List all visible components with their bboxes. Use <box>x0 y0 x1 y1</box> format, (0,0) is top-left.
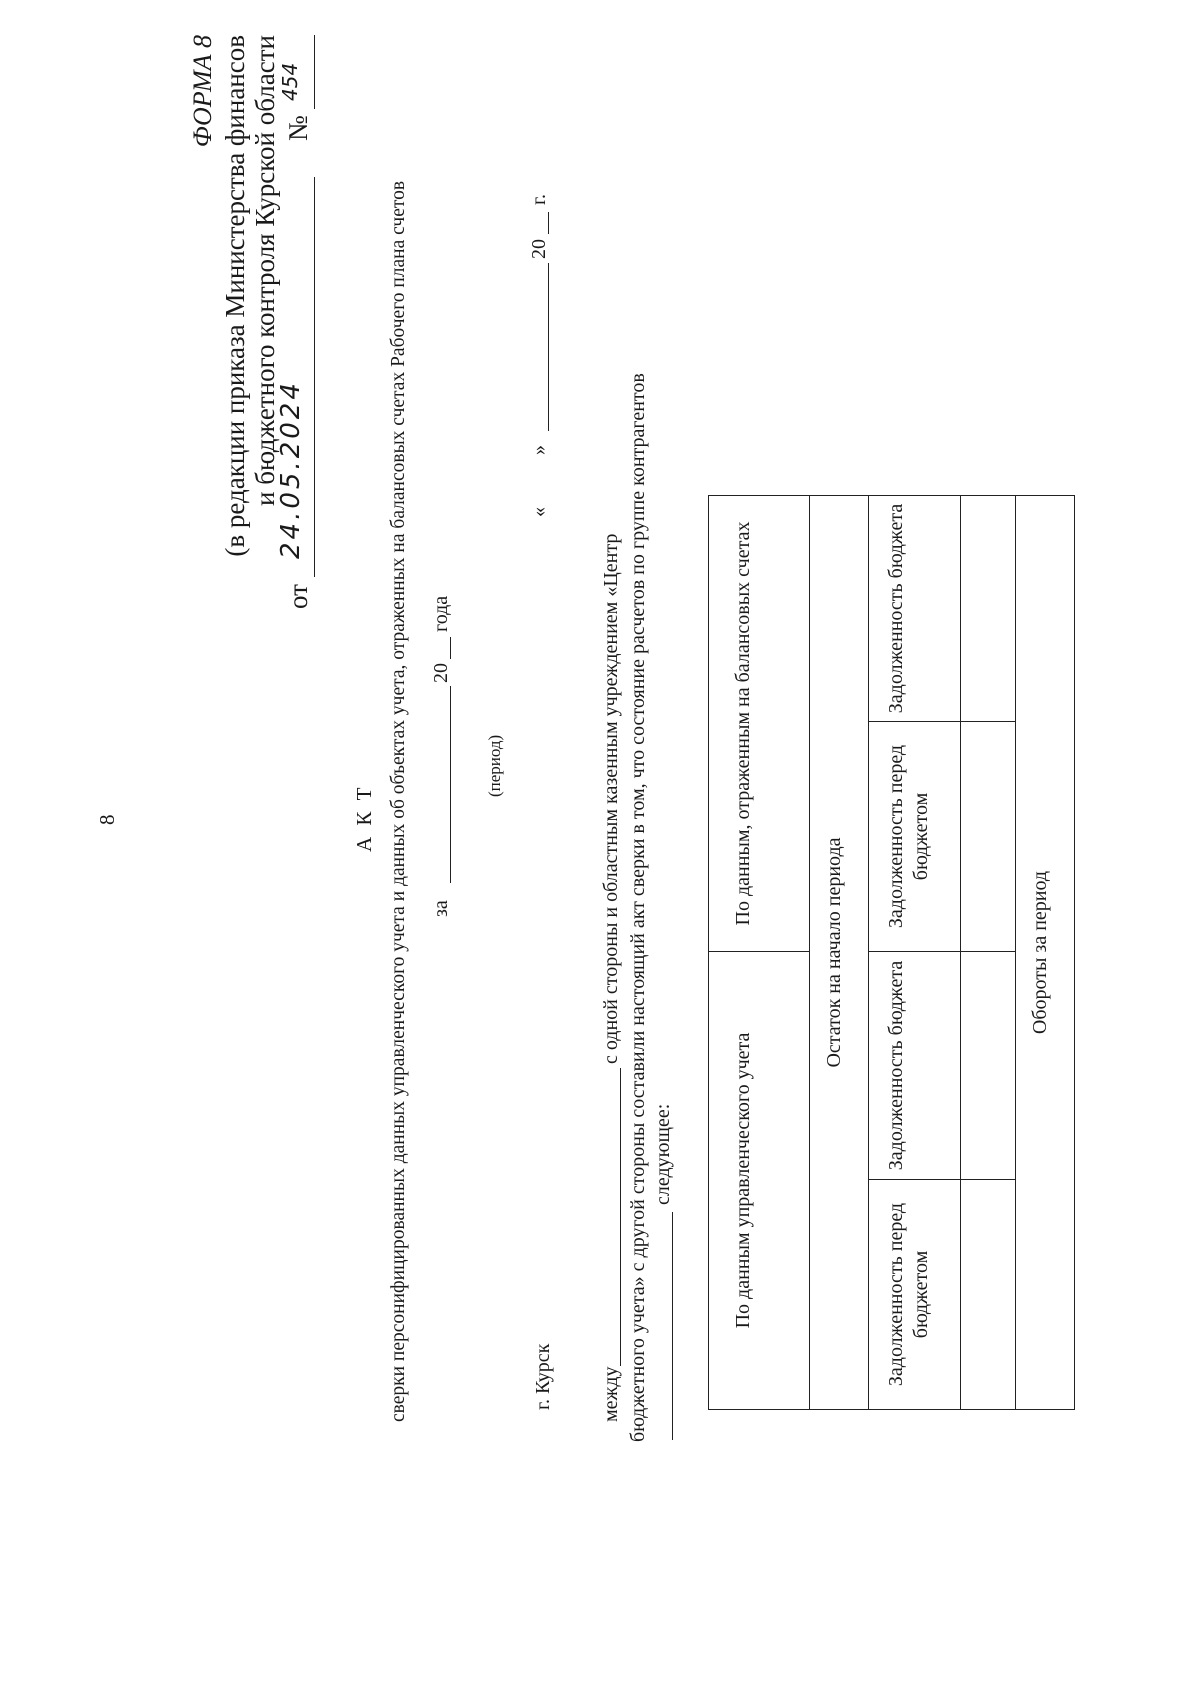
date-year-blank <box>548 212 549 234</box>
period-year-blank <box>450 637 451 659</box>
order-number-field <box>278 35 315 109</box>
body-line-3-text: следующее: <box>652 1103 674 1205</box>
document-title: А К Т <box>352 784 376 852</box>
table-section-row <box>810 496 869 1410</box>
period-caption: (период) <box>485 734 504 797</box>
section-turnover: Обороты за период <box>1016 496 1075 1410</box>
table-subheader-row <box>869 496 961 1410</box>
month-blank <box>548 263 549 431</box>
open-quote: « <box>528 507 550 517</box>
cell-empty[interactable] <box>961 496 1016 722</box>
cell-empty[interactable] <box>961 722 1016 952</box>
close-quote: » <box>528 445 550 455</box>
header-balance-accounts: По данным, отраженным на балансовых счетах <box>709 496 810 952</box>
period-year-prefix: 20 <box>430 663 452 683</box>
header-line-2: и бюджетного контроля Курской области <box>250 35 280 506</box>
header-line-1: (в редакции приказа Министерства финансов <box>220 35 250 557</box>
section-opening-balance: Остаток на начало периода <box>810 496 869 1410</box>
sub-budget-debt-2: Задолженность бюджета <box>869 496 961 722</box>
sub-budget-debt-1: Задолженность бюджета <box>869 952 961 1180</box>
cell-empty[interactable] <box>961 1180 1016 1410</box>
mezhdu-label: между <box>600 1366 622 1422</box>
year-suffix: г. <box>528 194 550 205</box>
order-date-field <box>276 177 315 577</box>
table-row <box>961 496 1016 1410</box>
sub-debt-to-budget-2: Задолженность перед бюджетом <box>869 722 961 952</box>
order-date-handwritten: 24.05.2024 <box>276 380 306 559</box>
page-number: 8 <box>95 814 119 825</box>
ot-label: от <box>283 584 313 609</box>
document-subtitle: сверки персонифицированных данных управленческого учета и данных об объектах учета, отраженных на балансовых счетах Рабочего плана счетов <box>388 180 409 1422</box>
body-line-1-text: с одной стороны и областным казенным учреждением «Центр <box>600 533 622 1064</box>
cell-empty[interactable] <box>961 952 1016 1180</box>
table-header-row <box>709 496 810 1410</box>
counterparty-blank <box>672 1212 673 1440</box>
date-year-prefix: 20 <box>528 239 550 259</box>
header-management-accounting: По данным управленческого учета <box>709 952 810 1410</box>
no-label: № <box>283 115 313 141</box>
reconciliation-table <box>708 495 1075 1410</box>
goda-label: года <box>430 595 452 632</box>
party-blank <box>620 1068 621 1366</box>
city: г. Курск <box>532 1343 554 1410</box>
table-section-row <box>1016 496 1075 1410</box>
body-line-2: бюджетного учета» с другой стороны составили настоящий акт сверки в том, что состояние расчетов по группе контрагентов <box>627 373 649 1442</box>
sub-debt-to-budget-1: Задолженность перед бюджетом <box>869 1180 961 1410</box>
order-number-handwritten: 454 <box>278 62 302 101</box>
period-blank <box>450 686 451 883</box>
za-label: за <box>430 900 452 917</box>
form-number: ФОРМА 8 <box>188 35 217 148</box>
